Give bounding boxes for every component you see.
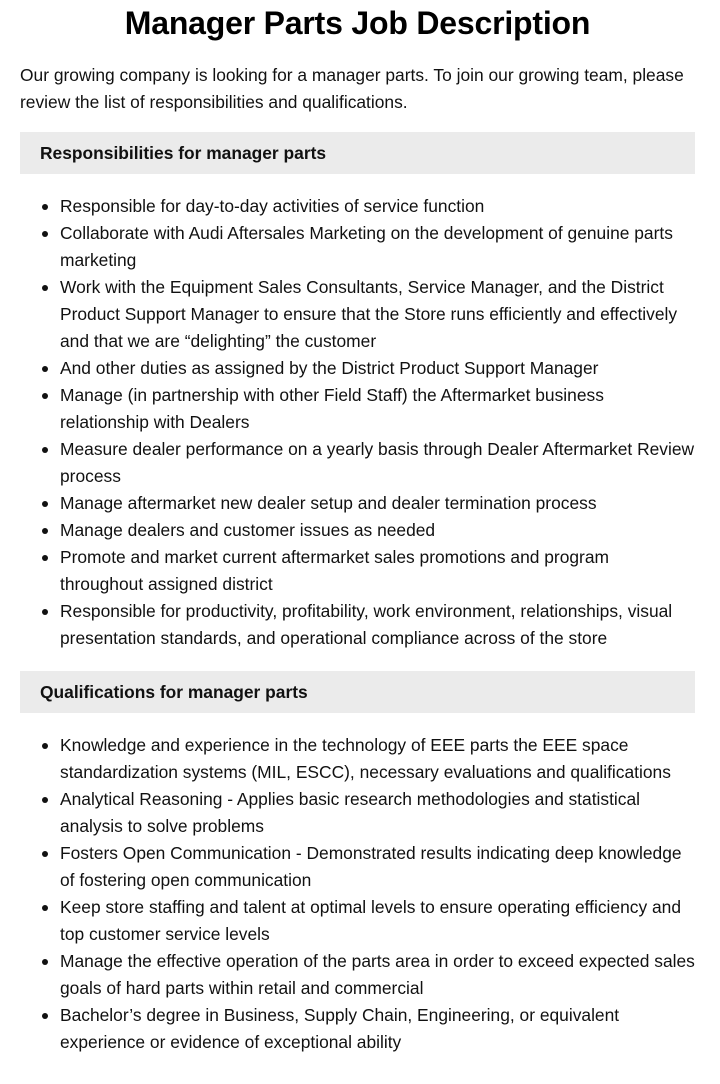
bullet-icon [42,528,48,534]
list-item-text: Keep store staffing and talent at optimal levels to ensure operating efficiency and top customer service levels [60,897,681,944]
bullet-icon [42,851,48,857]
list-item [20,732,695,786]
bullet-icon [42,501,48,507]
list-item [20,894,695,948]
list-item [20,598,695,652]
bullet-icon [42,609,48,615]
bullet-icon [42,366,48,372]
list-item [20,544,695,598]
bullet-icon [42,393,48,399]
list-item-text: Responsible for productivity, profitability, work environment, relationships, visual presentation standards, and operational compliance across of the store [60,601,673,648]
bullet-icon [42,285,48,291]
list-item [20,382,695,436]
list-item-text: Analytical Reasoning - Applies basic research methodologies and statistical analysis to solve problems [60,789,641,836]
page-title: Manager Parts Job Description [124,5,591,41]
list-item [20,490,695,517]
list-item-text: Promote and market current aftermarket sales promotions and program throughout assigned district [60,547,610,594]
list-item-text: Manage dealers and customer issues as needed [60,520,436,540]
list-item-text: Work with the Equipment Sales Consultants, Service Manager, and the District Product Support Manager to ensure that the Store runs efficiently and effectively and that we are “delighting” the customer [60,277,678,351]
bullet-icon [42,1013,48,1019]
list-item-text: Manage aftermarket new dealer setup and dealer termination process [60,493,597,513]
responsibilities-heading-label: Responsibilities for manager parts [40,142,327,163]
list-item-text: And other duties as assigned by the District Product Support Manager [60,358,599,378]
list-item [20,220,695,274]
bullet-icon [42,231,48,237]
list-item [20,948,695,1002]
list-item [20,840,695,894]
bullet-icon [42,555,48,561]
intro-paragraph: Our growing company is looking for a manager parts. To join our growing team, please review the list of responsibilities and qualifications. [20,65,684,112]
list-item-text: Manage the effective operation of the parts area in order to exceed expected sales goals of hard parts within retail and commercial [60,951,695,998]
list-item-text: Collaborate with Audi Aftersales Marketing on the development of genuine parts marketing [60,223,673,270]
bullet-icon [42,204,48,210]
list-item-text: Manage (in partnership with other Field Staff) the Aftermarket business relationship with Dealers [60,385,604,432]
qualifications-list [20,732,695,1056]
list-item-text: Measure dealer performance on a yearly basis through Dealer Aftermarket Review process [60,439,695,486]
bullet-icon [42,905,48,911]
list-item-text: Knowledge and experience in the technology of EEE parts the EEE space standardization systems (MIL, ESCC), necessary evaluations and qualifications [60,735,671,782]
list-item [20,517,695,544]
list-item-text: Fosters Open Communication - Demonstrated results indicating deep knowledge of fostering open communication [60,843,682,890]
list-item [20,274,695,355]
list-item [20,786,695,840]
list-item-text: Responsible for day-to-day activities of service function [60,196,485,216]
list-item [20,1002,695,1056]
bullet-icon [42,447,48,453]
job-description-page [20,0,695,1056]
list-item-text: Bachelor’s degree in Business, Supply Chain, Engineering, or equivalent experience or evidence of exceptional ability [60,1005,620,1052]
bullet-icon [42,797,48,803]
responsibilities-list [20,193,695,652]
list-item [20,355,695,382]
bullet-icon [42,743,48,749]
bullet-icon [42,959,48,965]
list-item [20,436,695,490]
qualifications-heading-label: Qualifications for manager parts [40,681,308,702]
responsibilities-heading [20,132,695,174]
qualifications-heading [20,671,695,713]
list-item [20,193,695,220]
